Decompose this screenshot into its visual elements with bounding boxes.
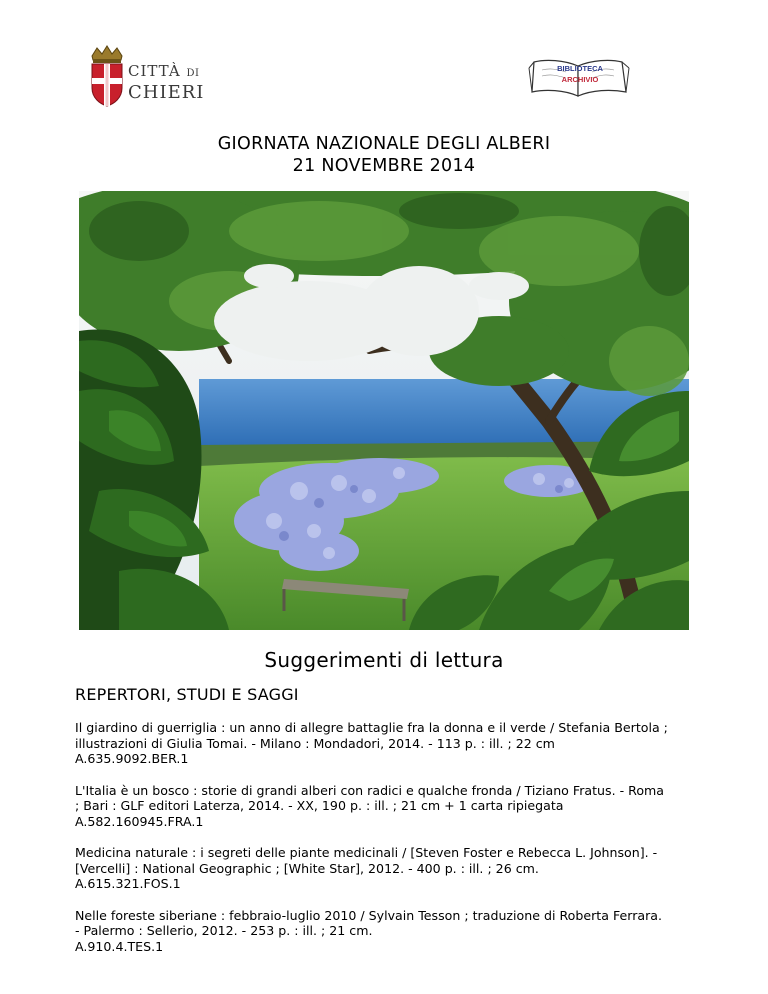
- section-heading: REPERTORI, STUDI E SAGGI: [75, 685, 299, 704]
- entry-shelfmark: A.582.160945.FRA.1: [75, 813, 204, 829]
- bibliography-entry: [75, 908, 715, 955]
- city-label-di: DI: [186, 68, 200, 79]
- city-name: [128, 62, 204, 102]
- entry-line: L'Italia è un bosco : storie di grandi alberi con radici e qualche fronda / Tiziano Fratus. - Roma: [75, 782, 665, 798]
- archive-label: ARCHIVIO: [561, 75, 599, 84]
- entry-line: Nelle foreste siberiane : febbraio-luglio 2010 / Sylvain Tesson ; traduzione di Roberta Ferrara.: [75, 907, 662, 923]
- page-title: GIORNATA NAZIONALE DEGLI ALBERI: [217, 134, 551, 154]
- entry-line: Medicina naturale : i segreti delle piante medicinali / [Steven Foster e Rebecca L. Johnson]. -: [75, 845, 658, 860]
- bibliography-entry: [75, 783, 715, 830]
- entry-shelfmark: A.615.321.FOS.1: [75, 876, 181, 891]
- library-label: BIBLIOTECA: [557, 64, 603, 73]
- entry-line: [Vercelli] : National Geographic ; [White Star], 2012. - 400 p. : ill. ; 26 cm.: [75, 860, 539, 876]
- bibliography-entry: [75, 845, 715, 892]
- entry-shelfmark: A.635.9092.BER.1: [75, 751, 189, 766]
- page-date: 21 NOVEMBRE 2014: [292, 156, 476, 176]
- entry-line: Il giardino di guerriglia : un anno di allegre battaglie fra la donna e il verde / Stefania Bertola ;: [75, 720, 668, 735]
- entry-shelfmark: A.910.4.TES.1: [75, 938, 164, 954]
- bibliography-list: [75, 720, 715, 970]
- library-archive-logo: [526, 56, 632, 100]
- reading-suggestions-heading: Suggerimenti di lettura: [264, 648, 504, 672]
- city-name-chieri: CHIERI: [128, 82, 205, 103]
- city-of-chieri-logo: [88, 44, 208, 110]
- entry-line: - Palermo : Sellerio, 2012. - 253 p. : ill. ; 21 cm.: [75, 923, 373, 938]
- bibliography-entry: [75, 720, 715, 767]
- entry-line: illustrazioni di Giulia Tomai. - Milano : Mondadori, 2014. - 113 p. : ill. ; 22 cm: [75, 735, 555, 751]
- city-label: CITTÀ: [128, 62, 181, 80]
- city-crest-icon: [88, 44, 126, 108]
- entry-line: ; Bari : GLF editori Laterza, 2014. - XX, 190 p. : ill. ; 21 cm + 1 carta ripiegata: [75, 798, 564, 813]
- garden-photo: [79, 191, 689, 630]
